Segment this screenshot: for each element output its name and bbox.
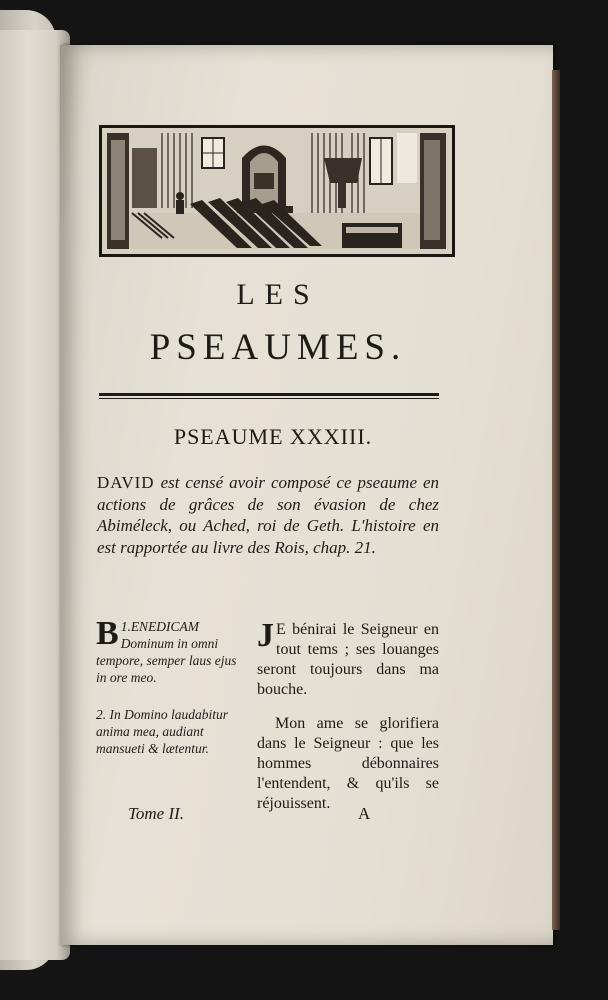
french-verse-text: E bénirai le Seigneur en tout tems ; ses louanges seront toujours dans ma bouche. [257, 621, 439, 698]
psalm-heading: PSEAUME XXXIII. [173, 424, 373, 449]
latin-verse-2 [96, 706, 239, 757]
latin-verse-number: 2. [96, 707, 107, 722]
book-edge [552, 70, 560, 930]
psalm-argument [97, 472, 439, 558]
double-rule-thin [99, 398, 439, 399]
argument-name: DAVID [97, 473, 155, 492]
latin-drop-initial: B [96, 615, 119, 652]
title-les: LES [236, 278, 320, 311]
argument-text: est censé avoir composé ce pseaume en actions de grâces de son évasion de chez Abiméleck, ou Ached, roi de Geth. L'histoire en est rapportée au livre des Rois, chap. 21. [97, 473, 440, 557]
signature-mark: A [358, 804, 371, 823]
latin-verse-number: 1. [120, 619, 131, 634]
french-verse-text: Mon ame se glorifiera dans le Seigneur : que les hommes débonnaires l'entendent, & qu'ils se réjouissent. [257, 715, 439, 812]
volume-label: Tome II. [128, 804, 185, 823]
french-drop-initial: J [257, 617, 274, 654]
woodcut-church-interior-illustration [99, 125, 455, 257]
title-pseaumes: PSEAUMES. [149, 327, 407, 368]
latin-verse-text: In Domino laudabitur anima mea, audiant mansueti & lætentur. [96, 707, 229, 756]
french-verse-1 [257, 617, 439, 700]
double-rule-thick [99, 393, 439, 396]
french-verse-2 [257, 714, 439, 814]
latin-verse-1 [96, 615, 239, 686]
latin-verse-text: ENEDICAM Dominum in omni tempore, semper laus ejus in ore meo. [96, 619, 237, 685]
